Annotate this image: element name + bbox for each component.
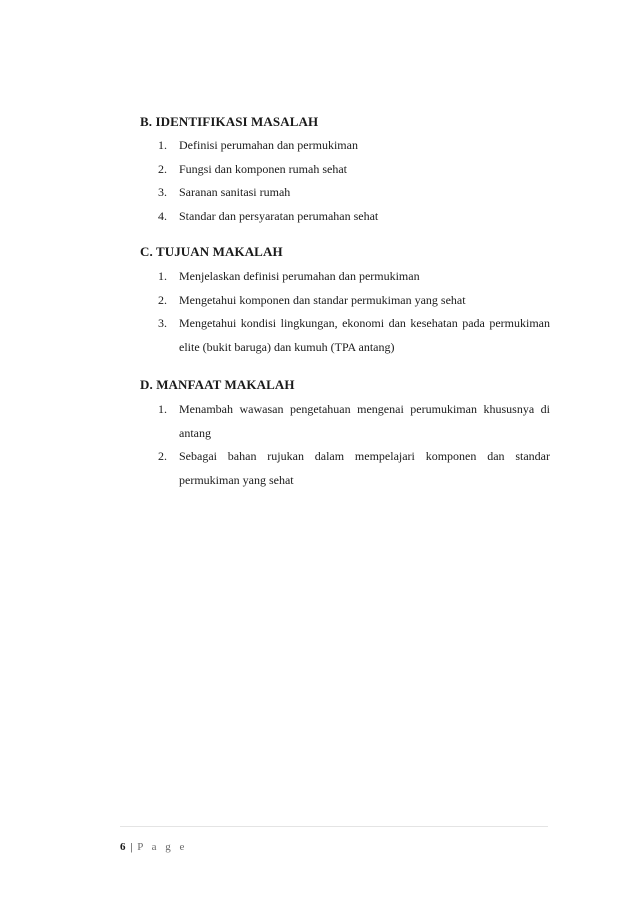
item-text: Mengetahui kondisi lingkungan, ekonomi dan kesehatan pada permukiman elite (bukit baruga) dan kumuh (TPA antang): [179, 316, 550, 354]
item-number: 1.: [158, 269, 167, 283]
item-number: 2.: [158, 292, 167, 307]
item-text: Menambah wawasan pengetahuan mengenai perumukiman khususnya di antang: [179, 402, 550, 440]
item-number: 1.: [158, 138, 167, 152]
item-number: 3.: [158, 185, 167, 199]
item-text: Saranan sanitasi rumah: [179, 185, 291, 199]
item-text: Fungsi dan komponen rumah sehat: [179, 161, 347, 176]
page-number: 6: [120, 841, 126, 853]
section-heading: C. TUJUAN MAKALAH: [140, 244, 283, 259]
list-item: [140, 445, 550, 492]
item-list: [140, 265, 550, 359]
section-identifikasi-masalah: [140, 114, 550, 228]
page-footer: [120, 840, 187, 854]
list-item: [140, 265, 550, 289]
list-item: [140, 205, 550, 229]
item-list: [140, 134, 550, 228]
section-heading: B. IDENTIFIKASI MASALAH: [140, 114, 319, 129]
item-text: Menjelaskan definisi perumahan dan permukiman: [179, 269, 420, 283]
list-item: [140, 134, 550, 158]
item-text: Definisi perumahan dan permukiman: [179, 138, 358, 152]
item-number: 2.: [158, 449, 167, 463]
item-list: [140, 398, 550, 492]
footer-divider: [120, 826, 548, 827]
page-separator: |: [130, 841, 133, 853]
page-label: P a g e: [137, 841, 188, 853]
list-item: [140, 158, 550, 182]
section-manfaat-makalah: [140, 377, 550, 492]
list-item: [140, 398, 550, 445]
item-text: Mengetahui komponen dan standar permukiman yang sehat: [179, 292, 466, 307]
list-item: [140, 312, 550, 359]
item-number: 4.: [158, 208, 167, 223]
item-text: Standar dan persyaratan perumahan sehat: [179, 208, 379, 223]
item-text: Sebagai bahan rujukan dalam mempelajari komponen dan standar permukiman yang sehat: [179, 449, 550, 487]
item-number: 1.: [158, 402, 167, 416]
list-item: [140, 181, 550, 205]
list-item: [140, 289, 550, 313]
item-number: 3.: [158, 316, 167, 330]
section-heading: D. MANFAAT MAKALAH: [140, 377, 295, 392]
section-tujuan-makalah: [140, 244, 550, 359]
item-number: 2.: [158, 161, 167, 176]
